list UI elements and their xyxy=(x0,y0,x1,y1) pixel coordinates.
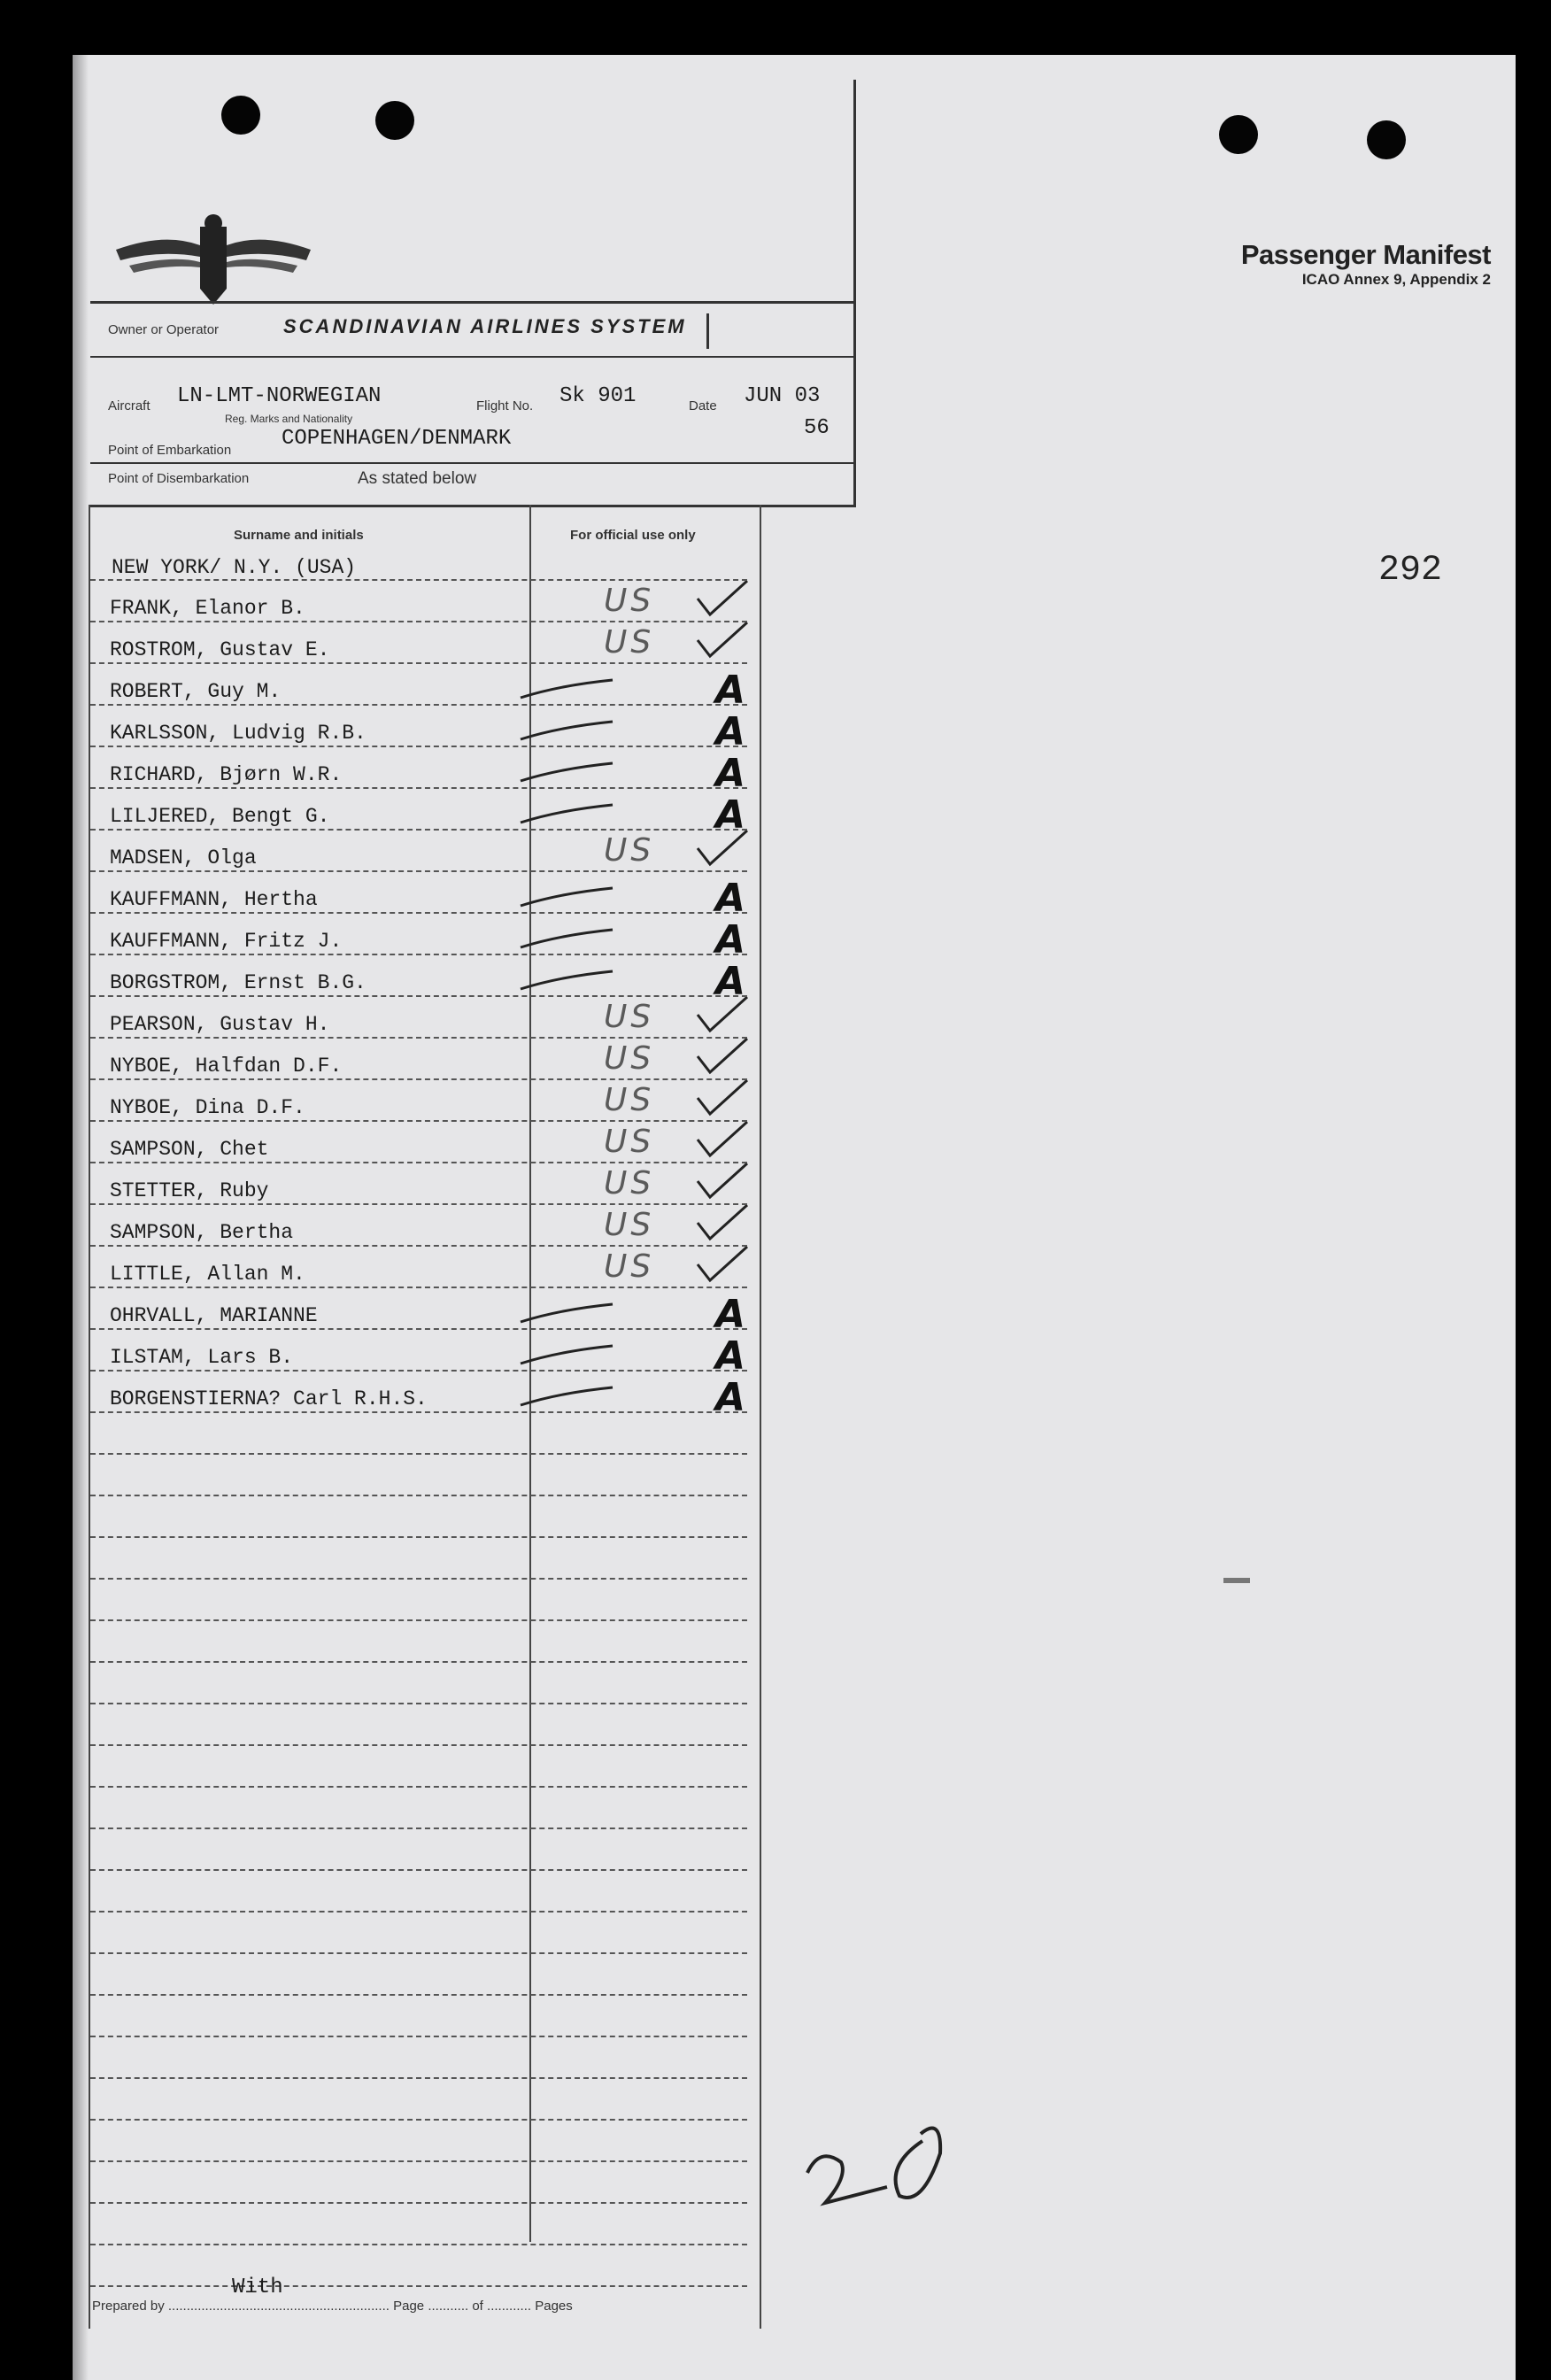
flight-value: Sk 901 xyxy=(559,384,637,408)
aircraft-value: LN-LMT-NORWEGIAN xyxy=(177,384,382,408)
ruled-line xyxy=(90,2285,747,2288)
punch-hole xyxy=(1219,115,1258,154)
passenger-name: LITTLE, Allan M. xyxy=(110,1263,305,1286)
alien-flag: A xyxy=(715,917,746,962)
ruled-line xyxy=(90,579,747,582)
owner-bar xyxy=(706,313,709,349)
passenger-name: KARLSSON, Ludvig R.B. xyxy=(110,722,367,745)
manifest-title-block xyxy=(1241,239,1491,289)
passenger-name: KAUFFMANN, Hertha xyxy=(110,888,318,911)
airline-wings-logo-icon xyxy=(112,205,315,312)
ruled-line xyxy=(90,1911,747,1913)
ruled-line xyxy=(90,1952,747,1955)
ruled-line xyxy=(90,2119,747,2121)
embarkation-label: Point of Embarkation xyxy=(108,443,232,458)
passenger-name: ROSTROM, Gustav E. xyxy=(110,638,330,661)
ruled-line xyxy=(90,2160,747,2163)
official-mark: US xyxy=(604,1165,655,1202)
table-left-border xyxy=(89,505,90,2329)
prepared-by-label: Prepared by xyxy=(92,2299,165,2314)
ruled-line xyxy=(90,829,747,831)
ruled-line xyxy=(90,954,747,956)
dash-mark-icon xyxy=(515,676,621,703)
scan-edge xyxy=(73,55,89,2380)
ruled-line xyxy=(90,1661,747,1664)
ruled-line xyxy=(90,2202,747,2205)
ruled-line xyxy=(90,2244,747,2246)
ruled-line xyxy=(90,1203,747,1206)
header-divider xyxy=(90,462,853,464)
prepared-dots: ............................................................ xyxy=(164,2299,394,2314)
passenger-name: ILSTAM, Lars B. xyxy=(110,1346,294,1369)
passenger-name: LILJERED, Bengt G. xyxy=(110,805,330,828)
checkmark-icon xyxy=(692,1077,754,1121)
official-mark: US xyxy=(604,583,655,619)
ruled-line xyxy=(90,1037,747,1039)
footer-line xyxy=(92,2299,573,2314)
of-label: of xyxy=(472,2299,483,2314)
owner-value: SCANDINAVIAN AIRLINES SYSTEM xyxy=(283,315,687,337)
ruled-line xyxy=(90,1994,747,1997)
alien-flag: A xyxy=(715,959,746,1004)
passenger-name: KAUFFMANN, Fritz J. xyxy=(110,930,343,953)
dash-mark-icon xyxy=(515,1384,621,1410)
passenger-name: BORGSTROM, Ernst B.G. xyxy=(110,971,367,994)
checkmark-icon xyxy=(692,827,754,871)
table-right-border xyxy=(760,505,761,2329)
ruled-line xyxy=(90,787,747,790)
ruled-line xyxy=(90,621,747,623)
ruled-line xyxy=(90,662,747,665)
ruled-line xyxy=(90,870,747,873)
official-mark: US xyxy=(604,1040,655,1077)
dash-mark-icon xyxy=(515,801,621,828)
alien-flag: A xyxy=(715,792,746,838)
passenger-name: SAMPSON, Bertha xyxy=(110,1221,294,1244)
ruled-line xyxy=(90,1411,747,1414)
alien-flag: A xyxy=(715,1375,746,1420)
with-note: With xyxy=(232,2276,283,2299)
page-label: Page xyxy=(393,2299,425,2314)
ruled-line xyxy=(90,1370,747,1372)
dash-mark-icon xyxy=(515,926,621,953)
ruled-line xyxy=(90,1536,747,1539)
ruled-line xyxy=(90,1578,747,1580)
ruled-line xyxy=(90,1078,747,1081)
checkmark-icon xyxy=(692,1160,754,1204)
dash-mark-icon xyxy=(515,718,621,745)
scan-speck xyxy=(1223,1578,1250,1583)
ruled-line xyxy=(90,2077,747,2080)
passenger-name: NYBOE, Dina D.F. xyxy=(110,1096,305,1119)
owner-label: Owner or Operator xyxy=(108,322,220,337)
alien-flag: A xyxy=(715,876,746,921)
pages-label: Pages xyxy=(535,2299,573,2314)
passenger-name: PEARSON, Gustav H. xyxy=(110,1013,330,1036)
ruled-line xyxy=(90,1619,747,1622)
embarkation-value: COPENHAGEN/DENMARK xyxy=(282,427,512,451)
header-divider xyxy=(90,356,853,358)
flight-label: Flight No. xyxy=(476,398,534,413)
destination-row: NEW YORK/ N.Y. (USA) xyxy=(112,556,357,579)
passenger-name: MADSEN, Olga xyxy=(110,846,257,869)
ruled-line xyxy=(90,1828,747,1830)
ruled-line xyxy=(90,2036,747,2038)
checkmark-icon xyxy=(692,1243,754,1287)
ruled-line xyxy=(90,1786,747,1789)
official-mark: US xyxy=(604,1248,655,1285)
ruled-line xyxy=(90,1453,747,1456)
dash-mark-icon xyxy=(515,1342,621,1369)
official-mark: US xyxy=(604,999,655,1035)
header-divider xyxy=(90,301,853,304)
ruled-line xyxy=(90,1869,747,1872)
ruled-line xyxy=(90,704,747,707)
official-mark: US xyxy=(604,1207,655,1243)
checkmark-icon xyxy=(692,619,754,663)
checkmark-icon xyxy=(692,1035,754,1079)
ruled-line xyxy=(90,1328,747,1331)
alien-flag: A xyxy=(715,1333,746,1379)
ruled-line xyxy=(90,1744,747,1747)
alien-flag: A xyxy=(715,668,746,713)
manifest-title: Passenger Manifest xyxy=(1240,239,1491,270)
official-mark: US xyxy=(604,1082,655,1118)
page-stamp-number: 292 xyxy=(1378,551,1443,591)
passenger-name: STETTER, Ruby xyxy=(110,1179,269,1202)
punch-hole xyxy=(1367,120,1406,159)
checkmark-icon xyxy=(692,993,754,1038)
of-dots: ............ xyxy=(482,2299,536,2314)
page-dots: ........... xyxy=(424,2299,473,2314)
alien-flag: A xyxy=(715,1292,746,1337)
passenger-name: NYBOE, Halfdan D.F. xyxy=(110,1055,343,1078)
column-header-official: For official use only xyxy=(570,528,696,543)
dash-mark-icon xyxy=(515,968,621,994)
date-year: 56 xyxy=(804,416,830,440)
official-mark: US xyxy=(604,624,655,661)
date-label: Date xyxy=(689,398,717,413)
checkmark-icon xyxy=(692,1202,754,1246)
alien-flag: A xyxy=(715,751,746,796)
ruled-line xyxy=(90,1703,747,1705)
dash-mark-icon xyxy=(515,1301,621,1327)
ruled-line xyxy=(90,1162,747,1164)
checkmark-icon xyxy=(692,577,754,622)
passenger-name: OHRVALL, MARIANNE xyxy=(110,1304,318,1327)
aircraft-sublabel: Reg. Marks and Nationality xyxy=(225,413,353,425)
checkmark-icon xyxy=(692,1118,754,1163)
passenger-name: BORGENSTIERNA? Carl R.H.S. xyxy=(110,1387,428,1410)
ruled-line xyxy=(90,1245,747,1248)
official-mark: US xyxy=(604,832,655,869)
handwritten-total-icon xyxy=(790,2091,993,2224)
passenger-name: FRANK, Elanor B. xyxy=(110,597,305,620)
column-header-names: Surname and initials xyxy=(234,528,364,543)
dash-mark-icon xyxy=(515,760,621,786)
official-mark: US xyxy=(604,1124,655,1160)
passenger-name: SAMPSON, Chet xyxy=(110,1138,269,1161)
ruled-line xyxy=(90,1287,747,1289)
disembarkation-label: Point of Disembarkation xyxy=(108,471,250,486)
date-value: JUN 03 xyxy=(744,384,821,408)
aircraft-label: Aircraft xyxy=(108,398,150,413)
passenger-name: RICHARD, Bjørn W.R. xyxy=(110,763,343,786)
passenger-name: ROBERT, Guy M. xyxy=(110,680,282,703)
manifest-subtitle: ICAO Annex 9, Appendix 2 xyxy=(1301,271,1491,288)
manifest-sheet xyxy=(73,55,1516,2380)
alien-flag: A xyxy=(715,709,746,754)
ruled-line xyxy=(90,995,747,998)
ruled-line xyxy=(90,1495,747,1497)
ruled-line xyxy=(90,1120,747,1123)
dash-mark-icon xyxy=(515,885,621,911)
ruled-line xyxy=(90,912,747,915)
disembarkation-value: As stated below xyxy=(358,469,477,488)
ruled-line xyxy=(90,746,747,748)
